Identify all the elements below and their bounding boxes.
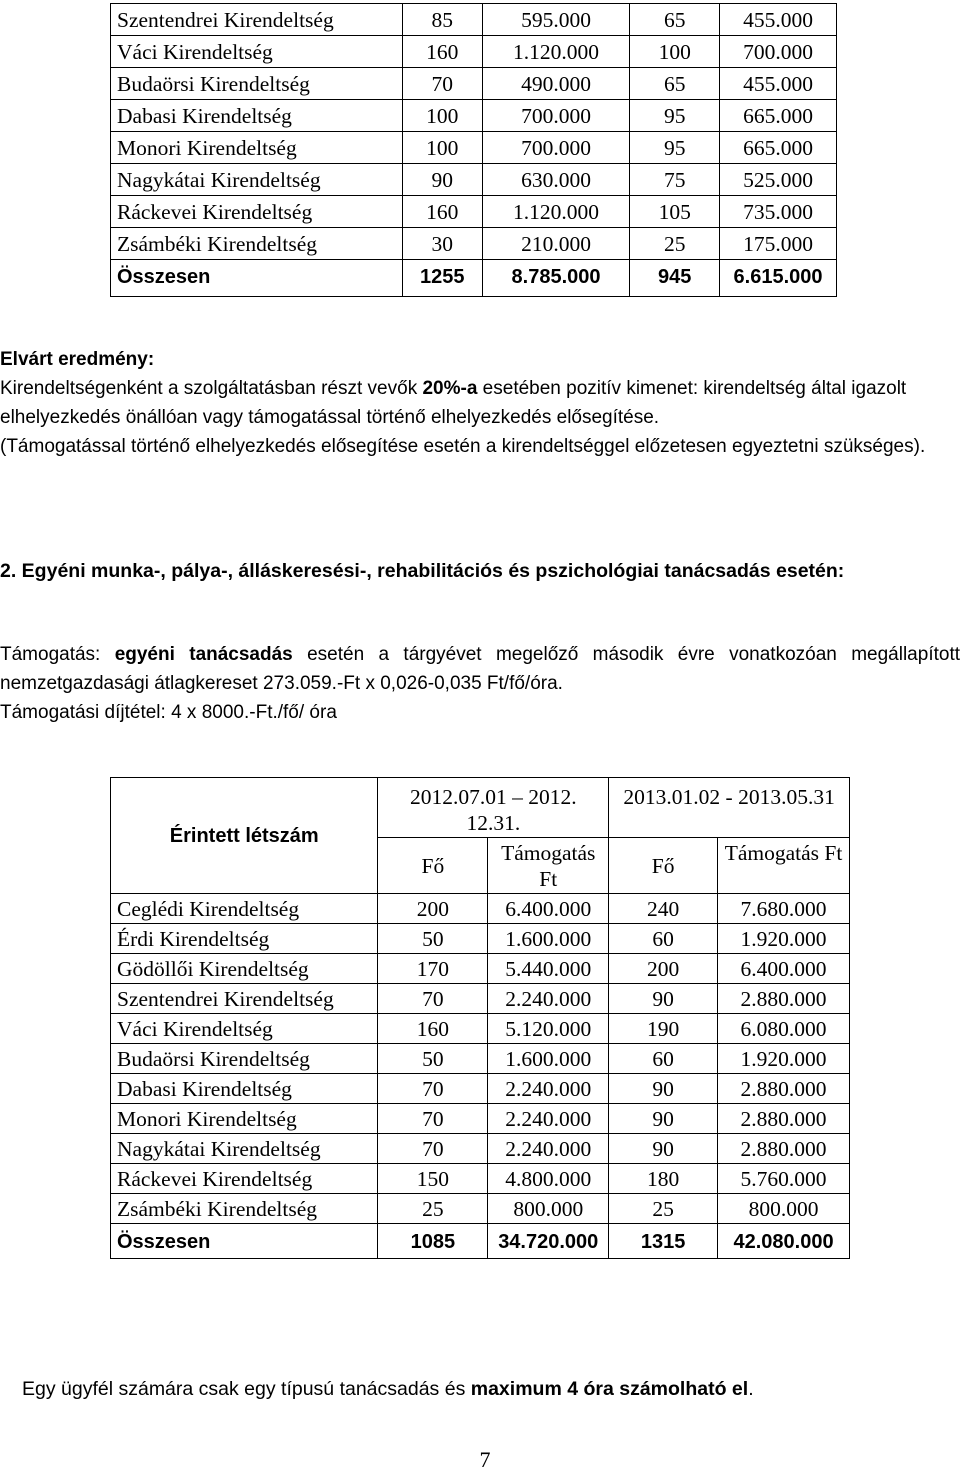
cell-value: 190: [609, 1014, 718, 1044]
footer-note-post: .: [748, 1378, 754, 1400]
row-name: Nagykátai Kirendeltség: [111, 164, 403, 196]
total-label: Összesen: [111, 1224, 378, 1259]
header-fo: Fő: [609, 838, 718, 894]
cell-value: 800.000: [488, 1194, 609, 1224]
expected-result-section: [0, 345, 935, 461]
row-name: Monori Kirendeltség: [111, 132, 403, 164]
expected-result-heading: Elvárt eredmény:: [0, 349, 155, 370]
table-row: [111, 36, 837, 68]
row-name: Ráckevei Kirendeltség: [111, 196, 403, 228]
row-name: Váci Kirendeltség: [111, 1014, 378, 1044]
cell-value: 25: [378, 1194, 488, 1224]
cell-value: 170: [378, 954, 488, 984]
table-header-row: [111, 778, 850, 838]
cell-value: 90: [609, 1104, 718, 1134]
cell-value: 700.000: [482, 132, 630, 164]
header-support-ft: Támogatás Ft: [488, 838, 609, 894]
row-name: Ráckevei Kirendeltség: [111, 1164, 378, 1194]
table-row: [111, 894, 850, 924]
row-name: Budaörsi Kirendeltség: [111, 68, 403, 100]
cell-value: 2.240.000: [488, 1134, 609, 1164]
cell-value: 200: [378, 894, 488, 924]
cell-value: 105: [630, 196, 720, 228]
table-row: [111, 4, 837, 36]
cell-value: 90: [609, 1134, 718, 1164]
cell-value: 50: [378, 924, 488, 954]
total-value: 1315: [609, 1224, 718, 1259]
cell-value: 2.880.000: [718, 984, 850, 1014]
cell-value: 2.240.000: [488, 1104, 609, 1134]
cell-value: 100: [630, 36, 720, 68]
cell-value: 60: [609, 1044, 718, 1074]
cell-value: 70: [378, 1104, 488, 1134]
expected-result-note: (Támogatással történő elhelyezkedés elősegítése esetén a kirendeltséggel előzetesen egyeztetni szükséges).: [0, 436, 926, 457]
cell-value: 700.000: [482, 100, 630, 132]
cell-value: 1.600.000: [488, 924, 609, 954]
table-row: [111, 196, 837, 228]
table-row: [111, 68, 837, 100]
cell-value: 455.000: [720, 68, 837, 100]
cell-value: 90: [609, 1074, 718, 1104]
row-name: Gödöllői Kirendeltség: [111, 954, 378, 984]
cell-value: 70: [378, 984, 488, 1014]
cell-value: 160: [378, 1014, 488, 1044]
cell-value: 2.240.000: [488, 1074, 609, 1104]
cell-value: 150: [378, 1164, 488, 1194]
row-name: Zsámbéki Kirendeltség: [111, 228, 403, 260]
cell-value: 2.240.000: [488, 984, 609, 1014]
cell-value: 525.000: [720, 164, 837, 196]
table-row: [111, 1134, 850, 1164]
support-rest: esetén a tárgyévet megelőző második évre vonatkozóan megállapított nemzetgazdasági átlagkereset 273.059.-Ft x 0,026-0,035 Ft/fő/óra.: [0, 644, 960, 694]
cell-value: 1.600.000: [488, 1044, 609, 1074]
table-row: [111, 132, 837, 164]
expected-result-percent: 20%-a: [422, 378, 478, 399]
header-fo: Fő: [378, 838, 488, 894]
table-row: [111, 100, 837, 132]
total-value: 1255: [402, 260, 482, 297]
cell-value: 2.880.000: [718, 1104, 850, 1134]
section-2-title: 2. Egyéni munka-, pálya-, álláskeresési-, rehabilitációs és pszichológiai tanácsadás esetén:: [0, 560, 845, 582]
cell-value: 200: [609, 954, 718, 984]
cell-value: 65: [630, 68, 720, 100]
cell-value: 7.680.000: [718, 894, 850, 924]
cell-value: 70: [378, 1134, 488, 1164]
cell-value: 180: [609, 1164, 718, 1194]
cell-value: 70: [378, 1074, 488, 1104]
cell-value: 6.400.000: [488, 894, 609, 924]
cell-value: 240: [609, 894, 718, 924]
expected-result-text-pre: Kirendeltségenként a szolgáltatásban részt vevők: [0, 378, 423, 399]
cell-value: 665.000: [720, 100, 837, 132]
cell-value: 175.000: [720, 228, 837, 260]
support-text: [0, 640, 960, 698]
cell-value: 90: [609, 984, 718, 1014]
cell-value: 1.120.000: [482, 36, 630, 68]
cell-value: 800.000: [718, 1194, 850, 1224]
table-counseling-counts: [110, 777, 850, 1259]
cell-value: 85: [402, 4, 482, 36]
support-label: Támogatás:: [0, 644, 115, 665]
cell-value: 160: [402, 36, 482, 68]
cell-value: 25: [609, 1194, 718, 1224]
total-value: 6.615.000: [720, 260, 837, 297]
footer-note: [22, 1378, 754, 1401]
row-name: Ceglédi Kirendeltség: [111, 894, 378, 924]
row-name: Zsámbéki Kirendeltség: [111, 1194, 378, 1224]
footer-note-bold: maximum 4 óra számolható el: [470, 1378, 749, 1400]
row-name: Szentendrei Kirendeltség: [111, 984, 378, 1014]
cell-value: 160: [402, 196, 482, 228]
cell-value: 1.920.000: [718, 1044, 850, 1074]
cell-value: 1.920.000: [718, 924, 850, 954]
table-row: [111, 954, 850, 984]
table-total-row: [111, 1224, 850, 1259]
total-label: Összesen: [111, 260, 403, 297]
row-name: Szentendrei Kirendeltség: [111, 4, 403, 36]
section-2-body: [0, 640, 960, 727]
cell-value: 630.000: [482, 164, 630, 196]
cell-value: 5.440.000: [488, 954, 609, 984]
cell-value: 100: [402, 132, 482, 164]
cell-value: 60: [609, 924, 718, 954]
cell-value: 95: [630, 100, 720, 132]
row-name: Nagykátai Kirendeltség: [111, 1134, 378, 1164]
table-row: [111, 924, 850, 954]
row-name: Váci Kirendeltség: [111, 36, 403, 68]
total-value: 945: [630, 260, 720, 297]
row-name: Budaörsi Kirendeltség: [111, 1044, 378, 1074]
cell-value: 665.000: [720, 132, 837, 164]
cell-value: 95: [630, 132, 720, 164]
table-row: [111, 984, 850, 1014]
total-value: 42.080.000: [718, 1224, 850, 1259]
cell-value: 595.000: [482, 4, 630, 36]
expected-result-text: [0, 374, 935, 432]
total-value: 34.720.000: [488, 1224, 609, 1259]
cell-value: 490.000: [482, 68, 630, 100]
fee-text: Támogatási díjtétel: 4 x 8000.-Ft./fő/ óra: [0, 702, 337, 723]
cell-value: 90: [402, 164, 482, 196]
table-row: [111, 164, 837, 196]
table-row: [111, 1194, 850, 1224]
table-row: [111, 1074, 850, 1104]
cell-value: 735.000: [720, 196, 837, 228]
table-total-row: [111, 260, 837, 297]
total-value: 8.785.000: [482, 260, 630, 297]
page-number: 7: [479, 1447, 491, 1472]
header-period-2012: 2012.07.01 – 2012. 12.31.: [378, 778, 609, 838]
cell-value: 5.760.000: [718, 1164, 850, 1194]
cell-value: 455.000: [720, 4, 837, 36]
cell-value: 4.800.000: [488, 1164, 609, 1194]
cell-value: 6.080.000: [718, 1014, 850, 1044]
row-name: Érdi Kirendeltség: [111, 924, 378, 954]
table-row: [111, 1014, 850, 1044]
row-name: Dabasi Kirendeltség: [111, 100, 403, 132]
table-row: [111, 1164, 850, 1194]
cell-value: 50: [378, 1044, 488, 1074]
cell-value: 1.120.000: [482, 196, 630, 228]
expected-result-text-post: esetében pozitív kimenet: kirendeltség által igazolt elhelyezkedés önállóan vagy támogatással történő elhelyezkedés elősegítése.: [0, 378, 907, 428]
cell-value: 30: [402, 228, 482, 260]
header-period-2013: 2013.01.02 - 2013.05.31: [609, 778, 850, 838]
header-affected-count: Érintett létszám: [111, 778, 378, 894]
cell-value: 210.000: [482, 228, 630, 260]
total-value: 1085: [378, 1224, 488, 1259]
cell-value: 2.880.000: [718, 1074, 850, 1104]
table-row: [111, 1104, 850, 1134]
row-name: Dabasi Kirendeltség: [111, 1074, 378, 1104]
row-name: Monori Kirendeltség: [111, 1104, 378, 1134]
cell-value: 75: [630, 164, 720, 196]
footer-note-pre: Egy ügyfél számára csak egy típusú tanácsadás és: [22, 1378, 471, 1400]
cell-value: 5.120.000: [488, 1014, 609, 1044]
cell-value: 25: [630, 228, 720, 260]
cell-value: 100: [402, 100, 482, 132]
header-support-ft: Támogatás Ft: [718, 838, 850, 894]
cell-value: 65: [630, 4, 720, 36]
table-row: [111, 1044, 850, 1074]
support-type: egyéni tanácsadás: [114, 644, 293, 665]
table-previous-counts: [110, 3, 837, 297]
cell-value: 2.880.000: [718, 1134, 850, 1164]
table-row: [111, 228, 837, 260]
cell-value: 6.400.000: [718, 954, 850, 984]
cell-value: 70: [402, 68, 482, 100]
cell-value: 700.000: [720, 36, 837, 68]
